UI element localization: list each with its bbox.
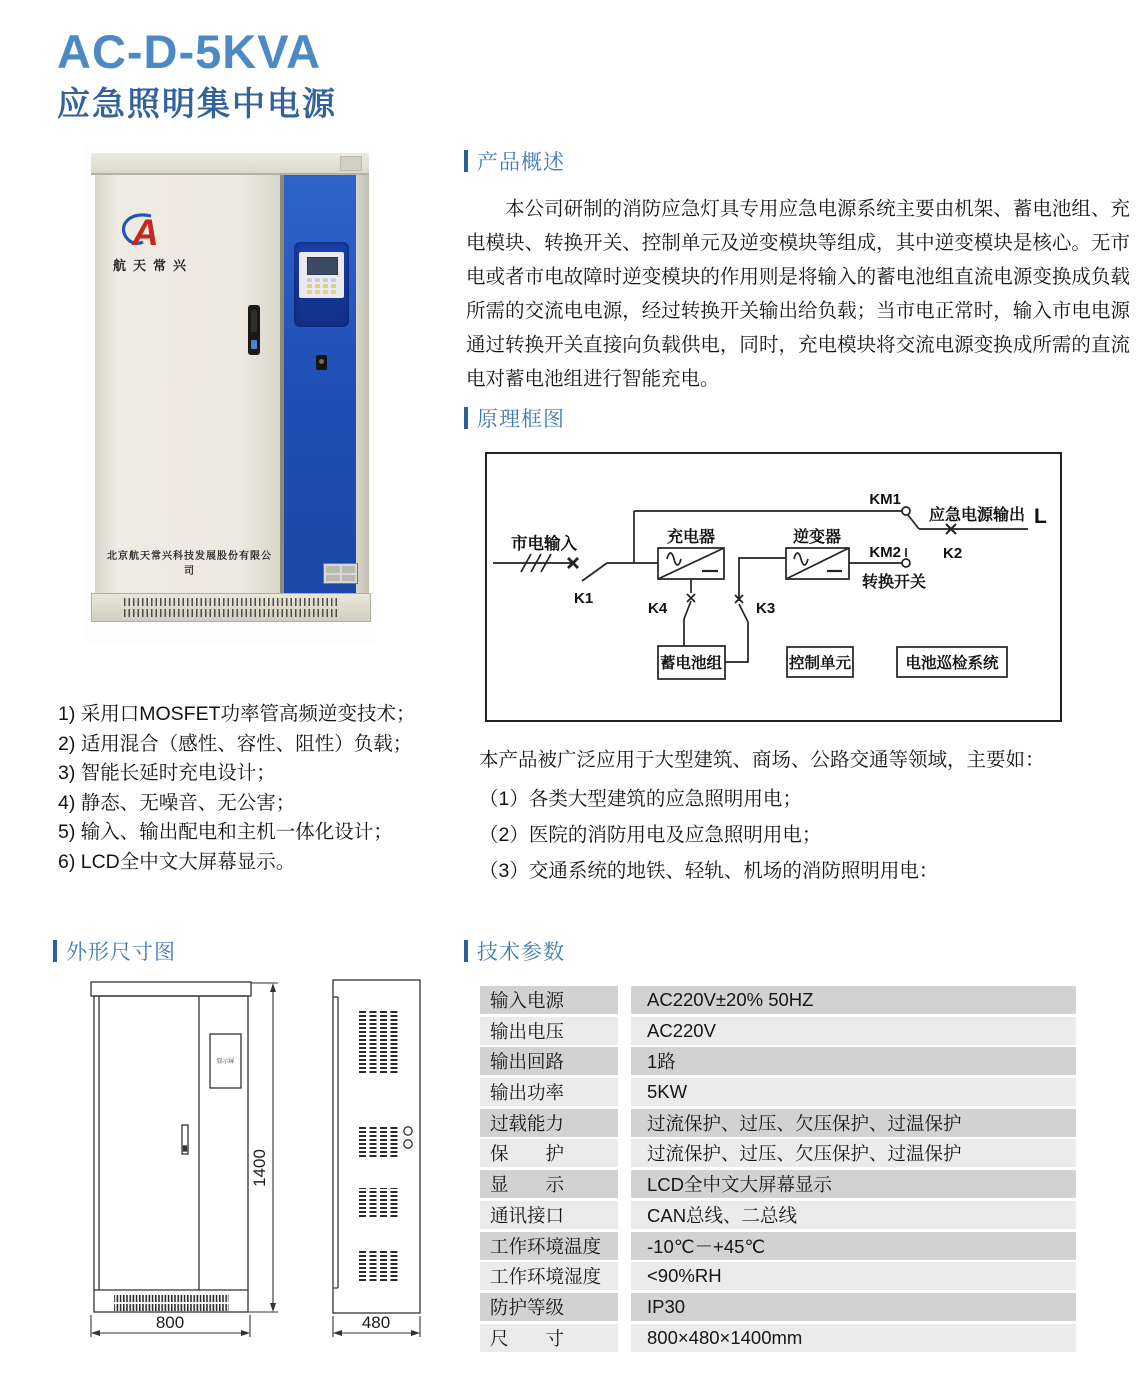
section-marker — [464, 150, 468, 172]
page-title: AC-D-5KVA — [57, 25, 322, 78]
handle-lock-icon — [251, 340, 257, 349]
table-row — [480, 1324, 1076, 1352]
section-heading-specs — [464, 936, 565, 966]
table-row — [480, 1232, 1076, 1260]
diagram-label-inverter: 逆变器 — [792, 529, 842, 546]
control-panel-face — [299, 252, 344, 298]
application-item: （3）交通系统的地铁、轻轨、机场的消防照明用电： — [479, 860, 939, 882]
application-item: （1）各类大型建筑的应急照明用电； — [479, 788, 802, 810]
table-row — [480, 1109, 1076, 1137]
feature-item: 2) 适用混合（感性、容性、阻性）负载； — [58, 732, 413, 755]
drawing-display-label: 显示屏 — [216, 1059, 235, 1065]
spec-label: 工作环境温度 — [480, 1232, 618, 1260]
spec-value: LCD全中文大屏幕显示 — [631, 1170, 1076, 1198]
keypad — [307, 278, 337, 294]
principle-diagram — [485, 452, 1062, 722]
table-row — [480, 1201, 1076, 1229]
spec-label: 显 示 — [480, 1170, 618, 1198]
section-heading-principle — [464, 403, 565, 433]
front-view — [91, 982, 251, 1312]
spec-label: 输出电压 — [480, 1017, 618, 1045]
drawing-height-label: 1400 — [250, 1149, 269, 1187]
cabinet-edge — [356, 175, 369, 593]
diagram-label-charger: 充电器 — [666, 529, 716, 546]
cabinet-blue-panel — [284, 175, 356, 593]
control-panel — [294, 242, 349, 327]
diagram-label-k2: K2 — [943, 545, 963, 562]
section-marker — [464, 407, 468, 429]
spec-label: 输出回路 — [480, 1047, 618, 1075]
features-list — [58, 700, 458, 877]
rating-label — [323, 563, 358, 584]
table-row — [480, 1262, 1076, 1290]
spec-label: 输入电源 — [480, 986, 618, 1014]
feature-item: 4) 静态、无噪音、无公害； — [58, 791, 296, 814]
diagram-label-k1: K1 — [574, 590, 594, 607]
section-heading-overview — [464, 146, 565, 176]
feature-item: 1) 采用口MOSFET功率管高频逆变技术； — [58, 703, 416, 725]
diagram-label-battery: 蓄电池组 — [659, 655, 723, 672]
panel-lock-icon — [316, 355, 327, 370]
spec-label: 输出功率 — [480, 1078, 618, 1106]
spec-value: 过流保护、过压、欠压保护、过温保护 — [631, 1109, 1076, 1137]
spec-label: 保 护 — [480, 1139, 618, 1167]
diagram-label-output: 应急电源输出 — [929, 507, 1026, 524]
diagram-label-km1: KM1 — [869, 491, 901, 508]
cabinet-door — [95, 175, 280, 593]
diagram-label-k4: K4 — [648, 600, 668, 617]
spec-value: IP30 — [631, 1293, 1076, 1321]
cabinet-cap — [91, 153, 369, 175]
spec-label: 通讯接口 — [480, 1201, 618, 1229]
brand-text: 航天常兴 — [113, 258, 194, 273]
cabinet-body — [91, 175, 369, 593]
section-title: 外形尺寸图 — [66, 941, 176, 964]
diagram-label-km2: KM2 — [869, 544, 901, 561]
diagram-label-transfer-switch: 转换开关 — [862, 574, 927, 591]
spec-label: 尺 寸 — [480, 1324, 618, 1352]
section-marker — [464, 940, 468, 962]
company-name: 北京航天常兴科技发展股份有限公司 — [107, 551, 272, 577]
lcd-screen — [307, 257, 338, 275]
spec-value: 5KW — [631, 1078, 1076, 1106]
spec-value: <90%RH — [631, 1262, 1076, 1290]
side-view — [333, 980, 420, 1337]
spec-label: 工作环境湿度 — [480, 1262, 618, 1290]
logo-letter: A — [132, 212, 159, 253]
feature-item: 5) 输入、输出配电和主机一体化设计； — [58, 821, 393, 843]
diagram-label-k3: K3 — [756, 600, 776, 617]
table-row — [480, 1170, 1076, 1198]
section-title: 原理框图 — [477, 408, 565, 431]
cabinet-base — [91, 593, 371, 622]
diagram-label-phase: L — [1034, 505, 1047, 528]
section-heading-dimensions — [53, 936, 176, 966]
page-subtitle: 应急照明集中电源 — [57, 85, 337, 122]
spec-value: 1路 — [631, 1047, 1076, 1075]
spec-table — [480, 986, 1076, 1354]
spec-value: AC220V — [631, 1017, 1076, 1045]
door-handle — [248, 305, 260, 355]
applications — [479, 744, 1139, 897]
section-title: 产品概述 — [477, 151, 565, 174]
table-row — [480, 1139, 1076, 1167]
table-row — [480, 986, 1076, 1014]
application-item: （2）医院的消防用电及应急照明用电； — [479, 824, 822, 846]
vent-strip — [124, 598, 338, 606]
feature-item: 6) LCD全中文大屏幕显示。 — [58, 850, 296, 873]
feature-item: 3) 智能长延时充电设计； — [58, 762, 276, 784]
brand-logo — [117, 209, 169, 253]
table-row — [480, 1293, 1076, 1321]
spec-value: CAN总线、二总线 — [631, 1201, 1076, 1229]
spec-value: 800×480×1400mm — [631, 1324, 1076, 1352]
drawing-depth-label: 480 — [361, 1313, 391, 1332]
vent-strip — [124, 609, 338, 617]
table-row — [480, 1017, 1076, 1045]
diagram-label-mains: 市电输入 — [511, 535, 577, 553]
dimension-drawing — [75, 975, 440, 1360]
spec-value: 过流保护、过压、欠压保护、过温保护 — [631, 1139, 1076, 1167]
table-row — [480, 1047, 1076, 1075]
handle-slot — [251, 310, 257, 332]
table-row — [480, 1078, 1076, 1106]
diagram-label-control-unit: 控制单元 — [788, 655, 852, 672]
applications-intro: 本产品被广泛应用于大型建筑、商场、公路交通等领域，主要如： — [479, 749, 1045, 771]
section-title: 技术参数 — [477, 941, 565, 964]
overview-paragraph: 本公司研制的消防应急灯具专用应急电源系统主要由机架、蓄电池组、充电模块、转换开关、控制单元及逆变模块等组成，其中逆变模块是核心。无市电或者市电故障时逆变模块的作用则是将输入的蓄电池组直流电源变换成负载所需的交流电电源，经过转换开关输出给负载；当市电正常时，输入市电电源通过转换开关直接向负载供电，同时，充电模块将交流电源变换成所需的直流电对蓄电池组进行智能充电。 — [466, 198, 1130, 390]
diagram-label-battery-patrol: 电池巡检系统 — [905, 655, 999, 672]
drawing-width-label: 800 — [155, 1313, 185, 1332]
spec-label: 防护等级 — [480, 1293, 618, 1321]
product-photo — [85, 145, 375, 645]
section-marker — [53, 940, 57, 962]
spec-value: -10℃－+45℃ — [631, 1232, 1076, 1260]
spec-label: 过载能力 — [480, 1109, 618, 1137]
cap-label — [340, 156, 362, 171]
spec-value: AC220V±20% 50HZ — [631, 986, 1076, 1014]
